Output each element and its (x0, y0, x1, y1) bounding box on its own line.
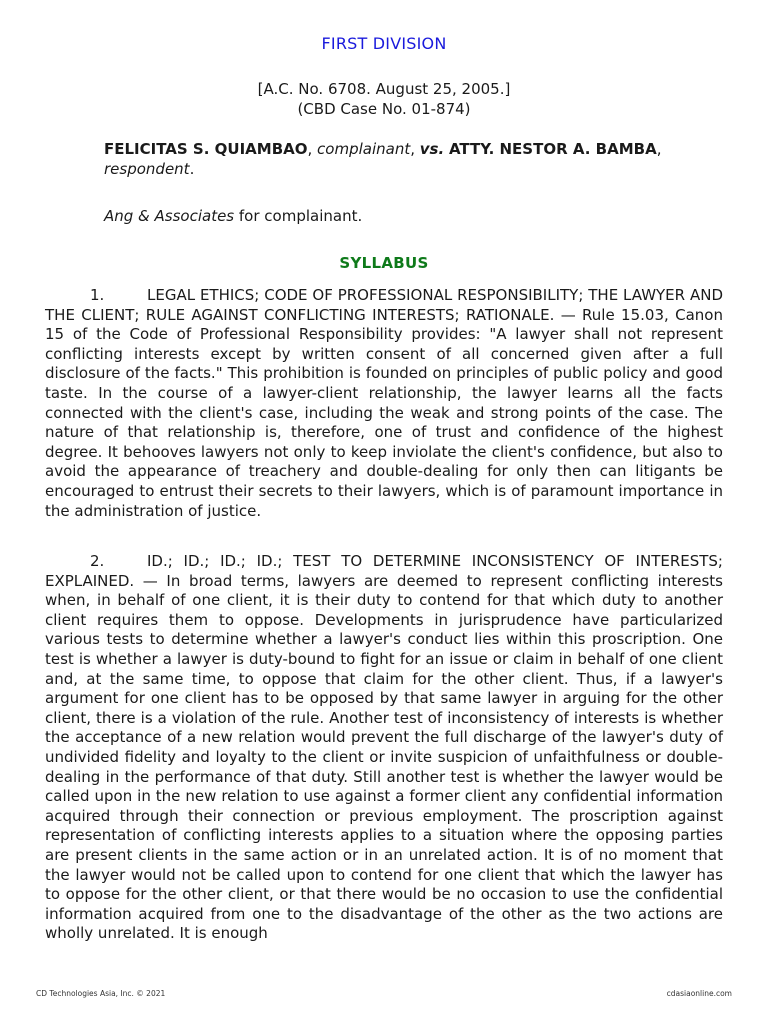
division-heading: FIRST DIVISION (321, 34, 447, 53)
syllabus-heading: SYLLABUS (339, 254, 429, 272)
syllabus-item-number: 1. (90, 286, 105, 304)
syllabus-item-text: ID.; ID.; ID.; ID.; TEST TO DETERMINE INCONSISTENCY OF INTERESTS; EXPLAINED. — In broad terms, lawyers are deemed to represent conflicting interests when, in behalf of one client, it is their duty to contend for that which duty to another client requires them to oppose. Developments in jurisprudence have particularized various tests to determine whether a lawyer's conduct lies within this proscription. One test is whether a lawyer is duty-bound to fight for an issue or claim in behalf of one client and, at the same time, to oppose that claim for the other client. Thus, if a lawyer's argument for one client has to be opposed by that same lawyer in arguing for the other client, there is a violation of the rule. Another test of inconsistency of interests is whether the acceptance of a new relation would prevent the full discharge of the lawyer's duty of undivided fidelity and loyalty to the client or invite suspicion of unfaithfulness or double-dealing in the performance of that duty. Still another test is whether the lawyer would be called upon in the new relation to use against a former client any confidential information acquired through their connection or previous employment. The proscription against representation of conflicting interests applies to a situation where the opposing parties are present clients in the same action or in an unrelated action. It is of no moment that the lawyer would not be called upon to contend for one client that which the lawyer has to oppose for the other client, or that there would be no occasion to use the confidential information acquired from one to the disadvantage of the other as the two actions are wholly unrelated. It is enough (45, 552, 723, 943)
counsel-firm: Ang & Associates (104, 207, 235, 225)
case-parties: FELICITAS S. QUIAMBAO, complainant, vs. ATTY. NESTOR A. BAMBA, respondent. (104, 140, 662, 178)
syllabus-item (45, 552, 723, 944)
syllabus-item-number: 2. (90, 552, 105, 570)
respondent-role: respondent (104, 160, 190, 178)
case-number-line: [A.C. No. 6708. August 25, 2005.] (257, 80, 511, 98)
cbd-case-line: (CBD Case No. 01-874) (297, 100, 471, 118)
versus-label: vs. (419, 140, 445, 158)
footer-copyright: CD Technologies Asia, Inc. © 2021 (36, 989, 166, 998)
respondent-name: ATTY. NESTOR A. BAMBA (448, 140, 657, 158)
syllabus-item (45, 286, 723, 521)
counsel-for: for complainant. (234, 207, 363, 225)
complainant-role: complainant (317, 140, 411, 158)
complainant-name: FELICITAS S. QUIAMBAO (104, 140, 308, 158)
case-citation (45, 79, 723, 119)
syllabus-item-text: LEGAL ETHICS; CODE OF PROFESSIONAL RESPONSIBILITY; THE LAWYER AND THE CLIENT; RULE AGAINST CONFLICTING INTERESTS; RATIONALE. — Rule 15.03, Canon 15 of the Code of Professional Responsibility provides: "A lawyer shall not represent conflicting interests except by written consent of all concerned given after a full disclosure of the facts." This prohibition is founded on principles of public policy and good taste. In the course of a lawyer-client relationship, the lawyer learns all the facts connected with the client's case, including the weak and strong points of the case. The nature of that relationship is, therefore, one of trust and confidence of the highest degree. It behooves lawyers not only to keep inviolate the client's confidence, but also to avoid the appearance of treachery and double-dealing for only then can litigants be encouraged to entrust their secrets to their lawyers, which is of paramount importance in the administration of justice. (45, 286, 723, 520)
footer-site-link[interactable]: cdasiaonline.com (666, 989, 732, 998)
counsel-line (104, 206, 362, 226)
